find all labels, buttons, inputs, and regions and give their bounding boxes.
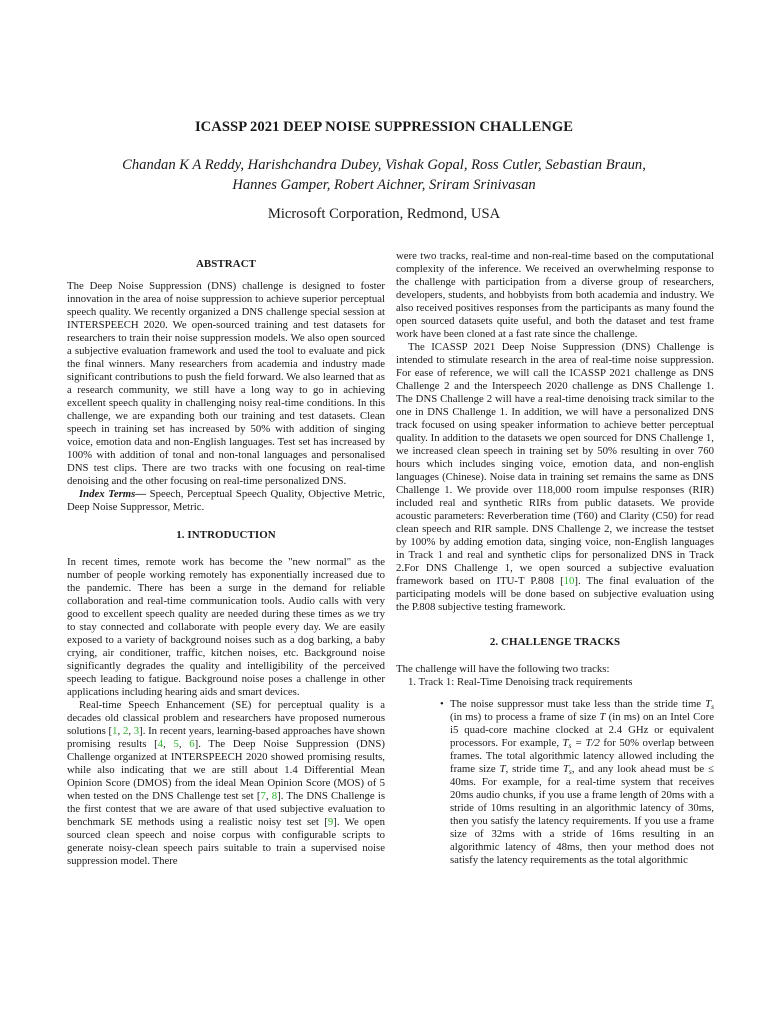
track-1-requirement-text: The noise suppressor must take less than the stride time $T_s$ (in ms) to process a frame of size T (in ms) on an Intel Core i5 quad-core machine clocked at 2.4 GHz or equivalent processors. For example, $T_s = T/2$ for 50% overlap between frames. The total algorithmic latency allowed including the frame size T, stride time $T_s$, and any look ahead must be ≤ 40ms. For example, for a real-time system that receives 20ms audio chunks, if you use a frame length of 20ms with a stride of 10ms resulting in an algorithmic latency of 30ms, then you satisfy the latency requirements. If you use a frame size of 32ms with a stride of 16ms resulting in an algorithmic latency of 48ms, then your method does not satisfy the latency requirements as the total algorithmic — [450, 698, 715, 866]
authors-line-1: Chandan K A Reddy, Harishchandra Dubey, Vishak Gopal, Ross Cutler, Sebastian Braun, — [122, 157, 646, 173]
citation-link[interactable]: 4 — [157, 738, 164, 750]
author-list — [60, 155, 708, 195]
intro-paragraph-1: In recent times, remote work has become the "new normal" as the number of people working remotely has exponentially increased due to the pandemic. There has been a surge in the demand for reliable collaboration and real-time communication tools. Audio calls with very good to excellent speech quality are needed during these times as we try to stay connected and collaborate with people every day. We are easily exposed to a variety of background noises such as a dog barking, a baby crying, air conditioner, traffic, kitchen noises, etc. Background noise significantly degrades the quality and intelligibility of the perceived speech leading to fatigue. Background noise poses a challenge in other applications including hearing aids and smart devices. — [67, 556, 385, 698]
index-terms — [67, 488, 385, 514]
intro-paragraph-3: were two tracks, real-time and non-real-time based on the computational complexity of the inference. We received an overwhelming response to the challenge with participation from a diverse group of researchers, developers, students, and hobbyists from both academia and industry. We also received positives responses from the participants as many found the open sourced datasets quite useful, and both the dataset and test frame work have been cloned at a fast rate since the challenge. — [396, 250, 714, 340]
citation-link[interactable]: 8 — [271, 790, 278, 802]
index-terms-text: Speech, Perceptual Speech Quality, Objective Metric, Deep Noise Suppressor, Metric. — [67, 488, 385, 513]
citation-link[interactable]: 5 — [173, 738, 179, 750]
intro-paragraph-4: The ICASSP 2021 Deep Noise Suppression (DNS) Challenge is intended to stimulate research in the area of real-time noise suppression. For ease of reference, we will call the ICASSP 2021 challenge as DNS Challenge 2 and the Interspeech 2020 challenge as DNS Challenge 1. The DNS Challenge 2 will have a real-time denoising track similar to the one in DNS Challenge 1. In addition, we will have a personalized DNS track focused on using speaker information to achieve better perceptual quality. In addition to the datasets we open sourced for DNS Challenge 1, we increased clean speech in training set by 50% resulting in over 760 hours which includes singing voice, emotion data, and non-english languages (Chinese). Noise data in training set remains the same as DNS Challenge 1. We provide over 118,000 room impulse responses (RIR) included real and synthetic RIRs from public datasets. We provide acoustic parameters: Reverberation time (T60) and Clarity (C50) for read clean speech and RIR sample. DNS Challenge 2, we increase the testset by 100% by adding emotion data, singing voice, non-English languages in Track 1 and real and synthetic clips for personalized DNS in Track 2.For DNS Challenge 1, we open sourced a subjective evaluation framework based on ITU-T P.808 [10]. The final evaluation of the participating models will be done based on subjective evaluation using the P.808 subjective testing framework. — [396, 341, 714, 613]
bullet-icon: • — [440, 698, 444, 710]
left-column — [67, 252, 385, 868]
citation-link[interactable]: 1 — [112, 725, 118, 737]
citation-link[interactable]: 3 — [133, 725, 140, 737]
citation-link[interactable]: 7 — [260, 790, 266, 802]
citation-link[interactable]: 2 — [122, 725, 129, 737]
citation-link[interactable]: 10 — [563, 575, 575, 587]
challenge-tracks-heading: 2. CHALLENGE TRACKS — [489, 636, 621, 648]
tracks-intro: The challenge will have the following two tracks: — [396, 663, 610, 675]
citation-link[interactable]: 9 — [327, 816, 334, 828]
affiliation: Microsoft Corporation, Redmond, USA — [267, 206, 501, 222]
abstract-heading: ABSTRACT — [195, 258, 257, 270]
paper-title: ICASSP 2021 DEEP NOISE SUPPRESSION CHALLENGE — [194, 119, 574, 135]
abstract-body: The Deep Noise Suppression (DNS) challenge is designed to foster innovation in the area of noise suppression to achieve superior perceptual speech quality. We recently organized a DNS challenge special session at INTERSPEECH 2020. We open-sourced training and test datasets for researchers to train their noise suppression models. We also open sourced a subjective evaluation framework and used the tool to evaluate and pick the final winners. Many researchers from academia and industry made significant contributions to push the field forward. We also learned that as a research community, we still have a long way to go in achieving excellent speech quality in challenging noisy real-time conditions. In this challenge, we are expanding both our training and test datasets. Clean speech in training set has increased by 50% with addition of singing voice, emotion data and non-English languages. Test set has increased by 100% with addition of tonal and non-tonal languages and personalised DNS test clips. There are two tracks with one focusing on real-time denoising and the other focusing on real-time personalized DNS. — [67, 280, 385, 487]
track-1-item: 1. Track 1: Real-Time Denoising track requirements — [408, 676, 633, 688]
citation-link[interactable]: 6 — [189, 738, 195, 750]
index-terms-label: Index Terms— — [79, 488, 147, 500]
right-column — [396, 250, 714, 867]
track-1-bullet — [396, 698, 714, 867]
introduction-heading: 1. INTRODUCTION — [176, 529, 276, 541]
authors-line-2: Hannes Gamper, Robert Aichner, Sriram Srinivasan — [232, 177, 536, 193]
intro-paragraph-2: Real-time Speech Enhancement (SE) for perceptual quality is a decades old classical problem and researchers have proposed numerous solutions [1, 2, 3]. In recent years, learning-based approaches have shown promising results [4, 5, 6]. The Deep Noise Suppression (DNS) Challenge organized at INTERSPEECH 2020 showed promising results, while also indicating that we are still about 1.4 Differential Mean Opinion Score (DMOS) from the ideal Mean Opinion Score (MOS) of 5 when tested on the DNS Challenge test set [7, 8]. The DNS Challenge is the first contest that we are aware of that used subjective evaluation to benchmark SE methods using a realistic noisy test set [9]. We open sourced clean speech and noise corpus with configurable scripts to generate noisy-clean speech pairs suitable to train a supervised noise suppression model. There — [67, 699, 386, 867]
